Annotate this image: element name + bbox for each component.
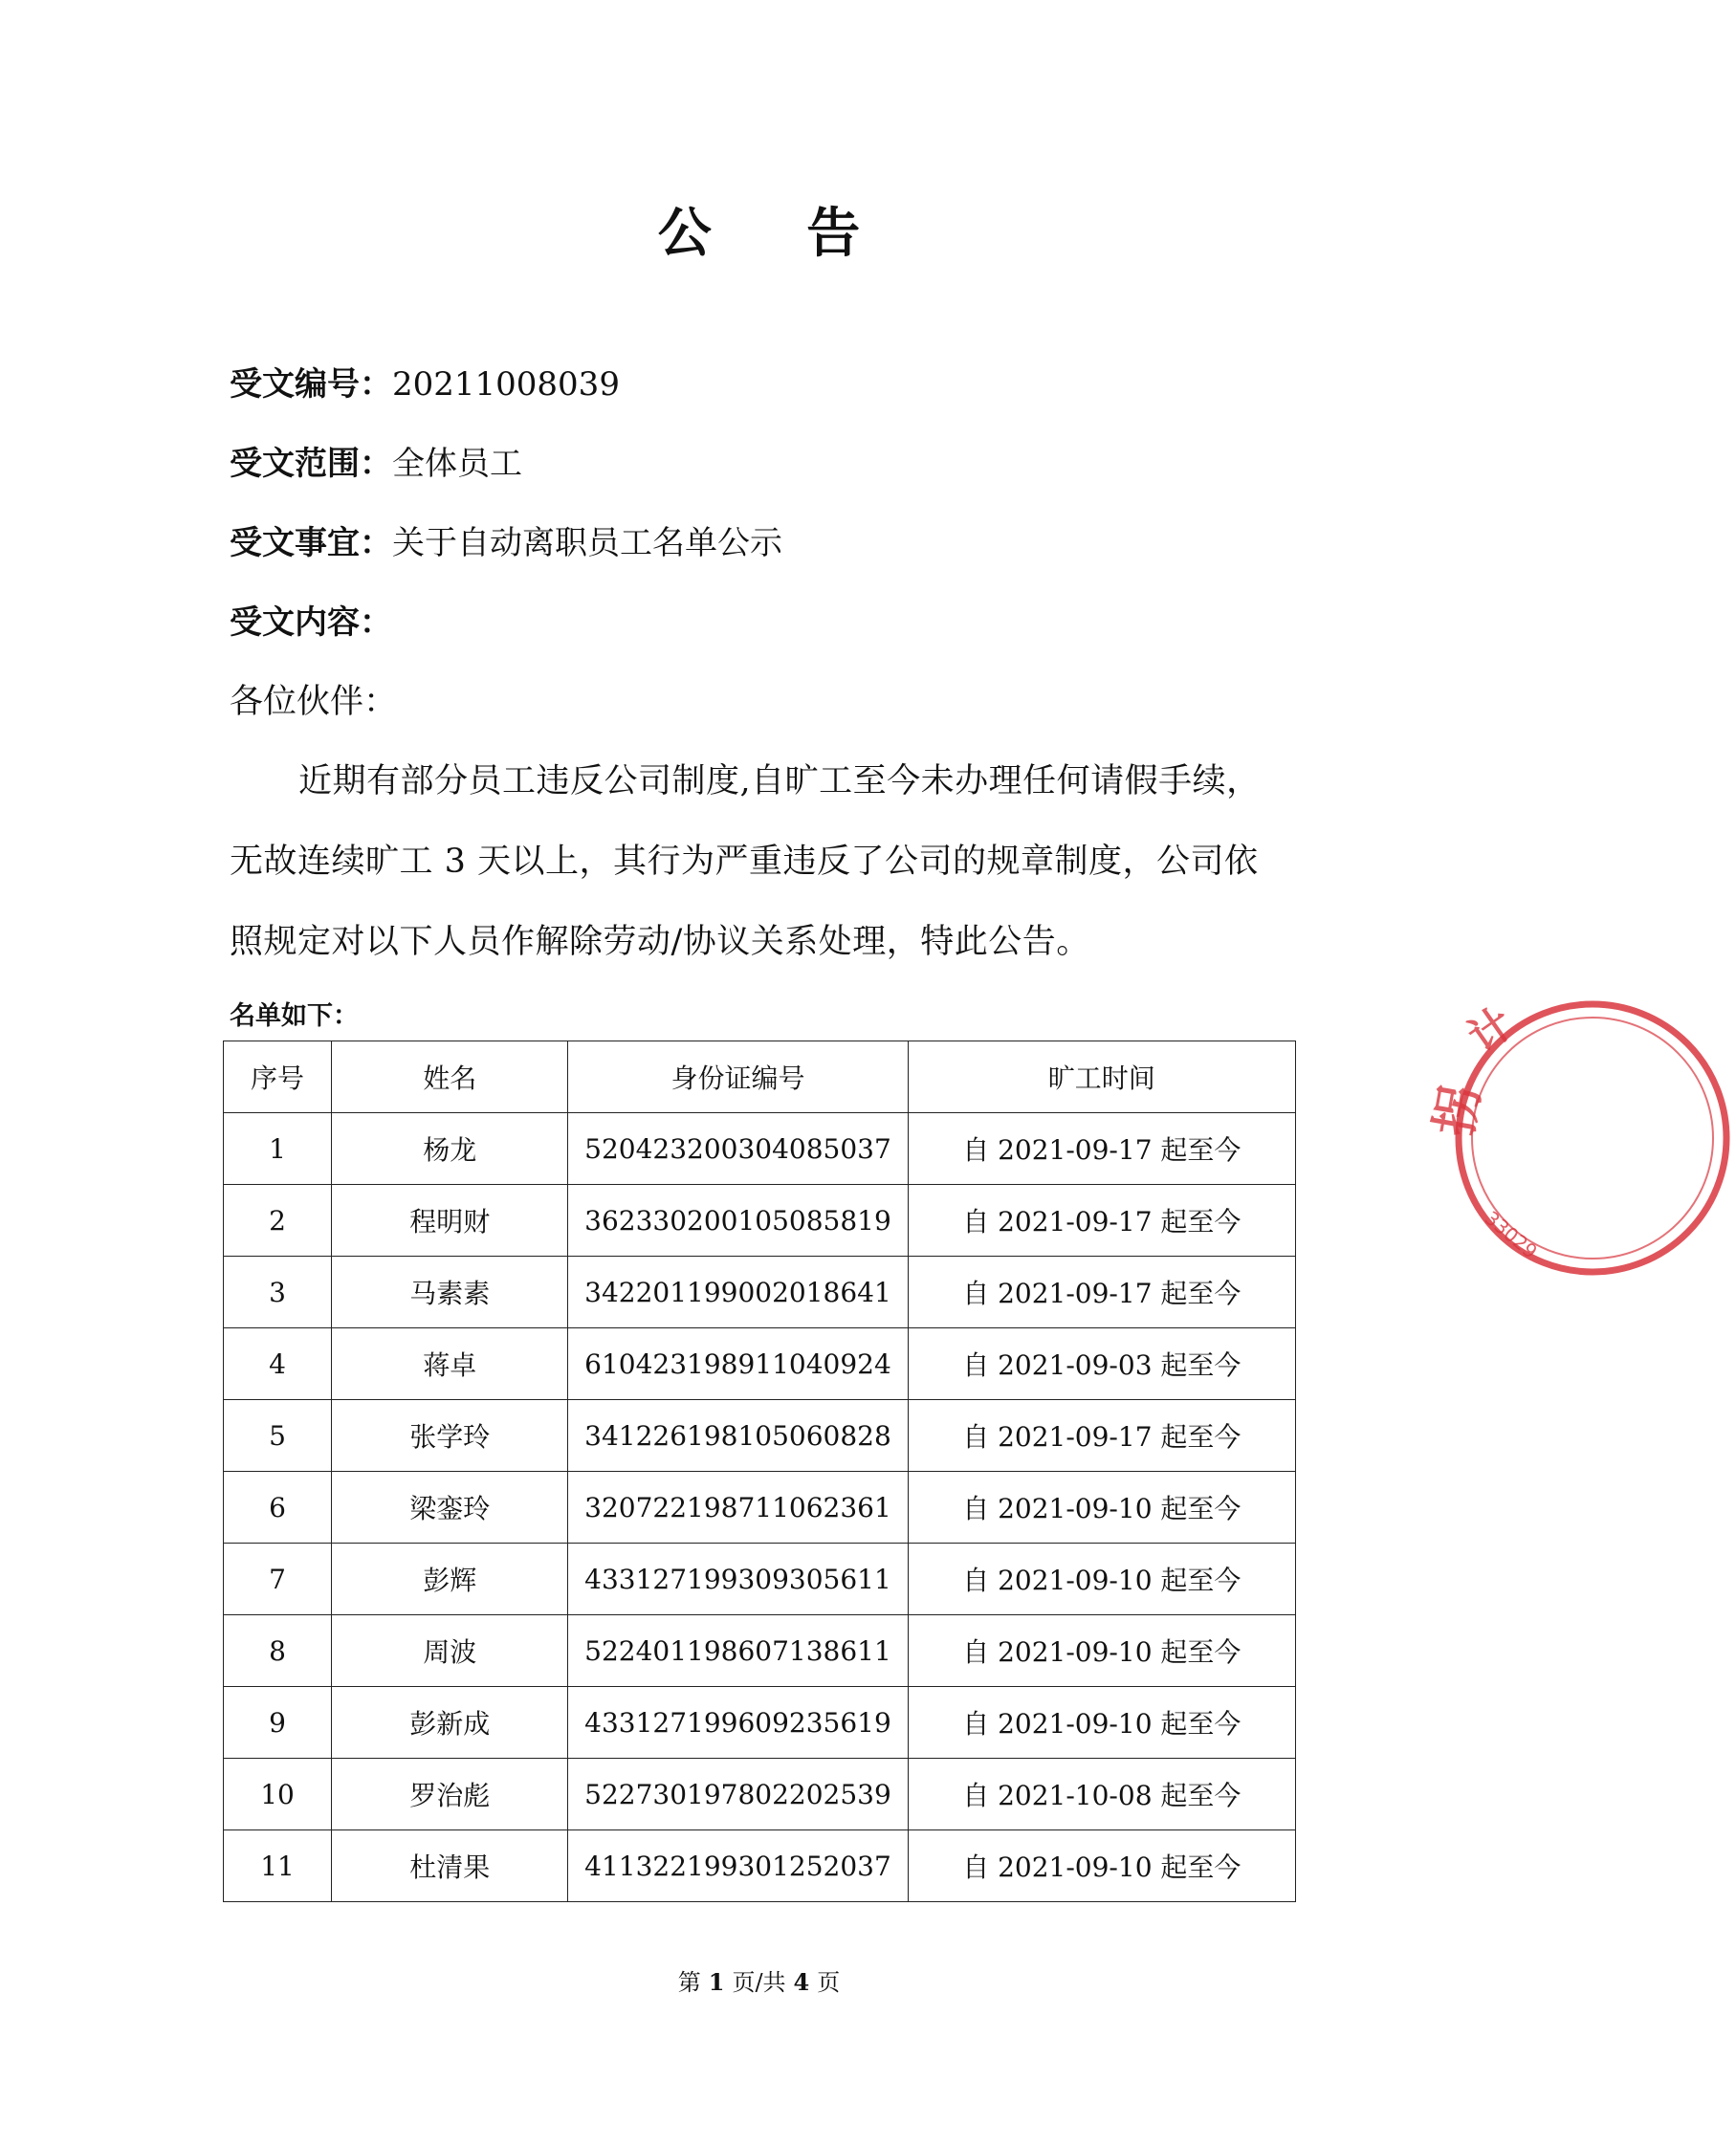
cell-absence-period: 自 2021-09-17 起至今 (908, 1400, 1295, 1472)
table-row (224, 1328, 1296, 1400)
cell-index: 8 (224, 1615, 332, 1687)
cell-name: 罗治彪 (332, 1759, 568, 1830)
cell-index: 1 (224, 1113, 332, 1185)
cell-absence-period: 自 2021-09-17 起至今 (908, 1185, 1295, 1257)
field-label: 受文内容： (230, 603, 392, 642)
cell-absence-period: 自 2021-09-17 起至今 (908, 1113, 1295, 1185)
cell-name: 杨龙 (332, 1113, 568, 1185)
cell-absence-period: 自 2021-09-17 起至今 (908, 1257, 1295, 1328)
table-row (224, 1400, 1296, 1472)
cell-id-number: 433127199609235619 (568, 1687, 908, 1759)
table-row (224, 1687, 1296, 1759)
cell-name: 马素素 (332, 1257, 568, 1328)
page-footer (0, 1963, 1518, 1997)
cell-absence-period: 自 2021-09-10 起至今 (908, 1472, 1295, 1544)
header-index: 序号 (224, 1041, 332, 1113)
field-label: 受文范围： (230, 445, 392, 483)
cell-index: 7 (224, 1544, 332, 1615)
field-label: 受文编号： (230, 365, 392, 404)
company-seal (1425, 995, 1736, 1282)
table-header-row (224, 1041, 1296, 1113)
footer-middle: 页/共 (732, 1969, 786, 1996)
svg-text:33029: 33029 (1480, 1206, 1542, 1263)
cell-id-number: 522401198607138611 (568, 1615, 908, 1687)
field-value: 20211008039 (392, 365, 620, 404)
table-row (224, 1257, 1296, 1328)
field-subject (230, 522, 782, 564)
header-absence-period: 旷工时间 (908, 1041, 1295, 1113)
svg-text:拐: 拐 (1425, 1081, 1491, 1141)
cell-absence-period: 自 2021-10-08 起至今 (908, 1759, 1295, 1830)
cell-absence-period: 自 2021-09-10 起至今 (908, 1830, 1295, 1902)
cell-name: 梁銮玲 (332, 1472, 568, 1544)
cell-id-number: 320722198711062361 (568, 1472, 908, 1544)
svg-text:计: 计 (1460, 997, 1523, 1063)
cell-index: 4 (224, 1328, 332, 1400)
field-value: 全体员工 (392, 445, 522, 483)
footer-prefix: 第 (677, 1969, 701, 1996)
cell-index: 2 (224, 1185, 332, 1257)
dismissal-table (223, 1041, 1296, 1902)
cell-id-number: 433127199309305611 (568, 1544, 908, 1615)
cell-absence-period: 自 2021-09-10 起至今 (908, 1615, 1295, 1687)
body-paragraph: 近期有部分员工违反公司制度,自旷工至今未办理任何请假手续，无故连续旷工 3 天以上，其行为严重违反了公司的规章制度，公司依照规定对以下人员作解除劳动/协议关系处理，特此公告。 (230, 762, 1261, 961)
table-row (224, 1759, 1296, 1830)
cell-name: 彭辉 (332, 1544, 568, 1615)
cell-id-number: 411322199301252037 (568, 1830, 908, 1902)
cell-name: 蒋卓 (332, 1328, 568, 1400)
footer-page: 1 (708, 1968, 725, 1996)
greeting: 各位伙伴： (230, 683, 398, 721)
cell-absence-period: 自 2021-09-10 起至今 (908, 1687, 1295, 1759)
table-row (224, 1113, 1296, 1185)
table-row (224, 1472, 1296, 1544)
header-name: 姓名 (332, 1041, 568, 1113)
table-row (224, 1544, 1296, 1615)
document-title: 公 告 (657, 202, 899, 265)
field-label: 受文事宜： (230, 524, 392, 562)
footer-suffix: 页 (817, 1969, 841, 1996)
cell-absence-period: 自 2021-09-03 起至今 (908, 1328, 1295, 1400)
cell-id-number: 342201199002018641 (568, 1257, 908, 1328)
cell-index: 3 (224, 1257, 332, 1328)
field-scope (230, 443, 522, 485)
cell-name: 程明财 (332, 1185, 568, 1257)
field-doc-number (230, 363, 620, 405)
table-row (224, 1830, 1296, 1902)
table-row (224, 1185, 1296, 1257)
cell-index: 5 (224, 1400, 332, 1472)
footer-total: 4 (793, 1968, 810, 1996)
cell-name: 张学玲 (332, 1400, 568, 1472)
field-content (230, 602, 392, 644)
cell-name: 彭新成 (332, 1687, 568, 1759)
cell-id-number: 362330200105085819 (568, 1185, 908, 1257)
cell-index: 11 (224, 1830, 332, 1902)
cell-id-number: 522730197802202539 (568, 1759, 908, 1830)
cell-absence-period: 自 2021-09-10 起至今 (908, 1544, 1295, 1615)
header-id-number: 身份证编号 (568, 1041, 908, 1113)
cell-id-number: 610423198911040924 (568, 1328, 908, 1400)
cell-name: 周波 (332, 1615, 568, 1687)
cell-index: 10 (224, 1759, 332, 1830)
list-heading: 名单如下： (230, 1001, 359, 1031)
cell-index: 6 (224, 1472, 332, 1544)
table-row (224, 1615, 1296, 1687)
cell-id-number: 341226198105060828 (568, 1400, 908, 1472)
cell-index: 9 (224, 1687, 332, 1759)
cell-id-number: 520423200304085037 (568, 1113, 908, 1185)
cell-name: 杜清果 (332, 1830, 568, 1902)
field-value: 关于自动离职员工名单公示 (392, 524, 782, 562)
